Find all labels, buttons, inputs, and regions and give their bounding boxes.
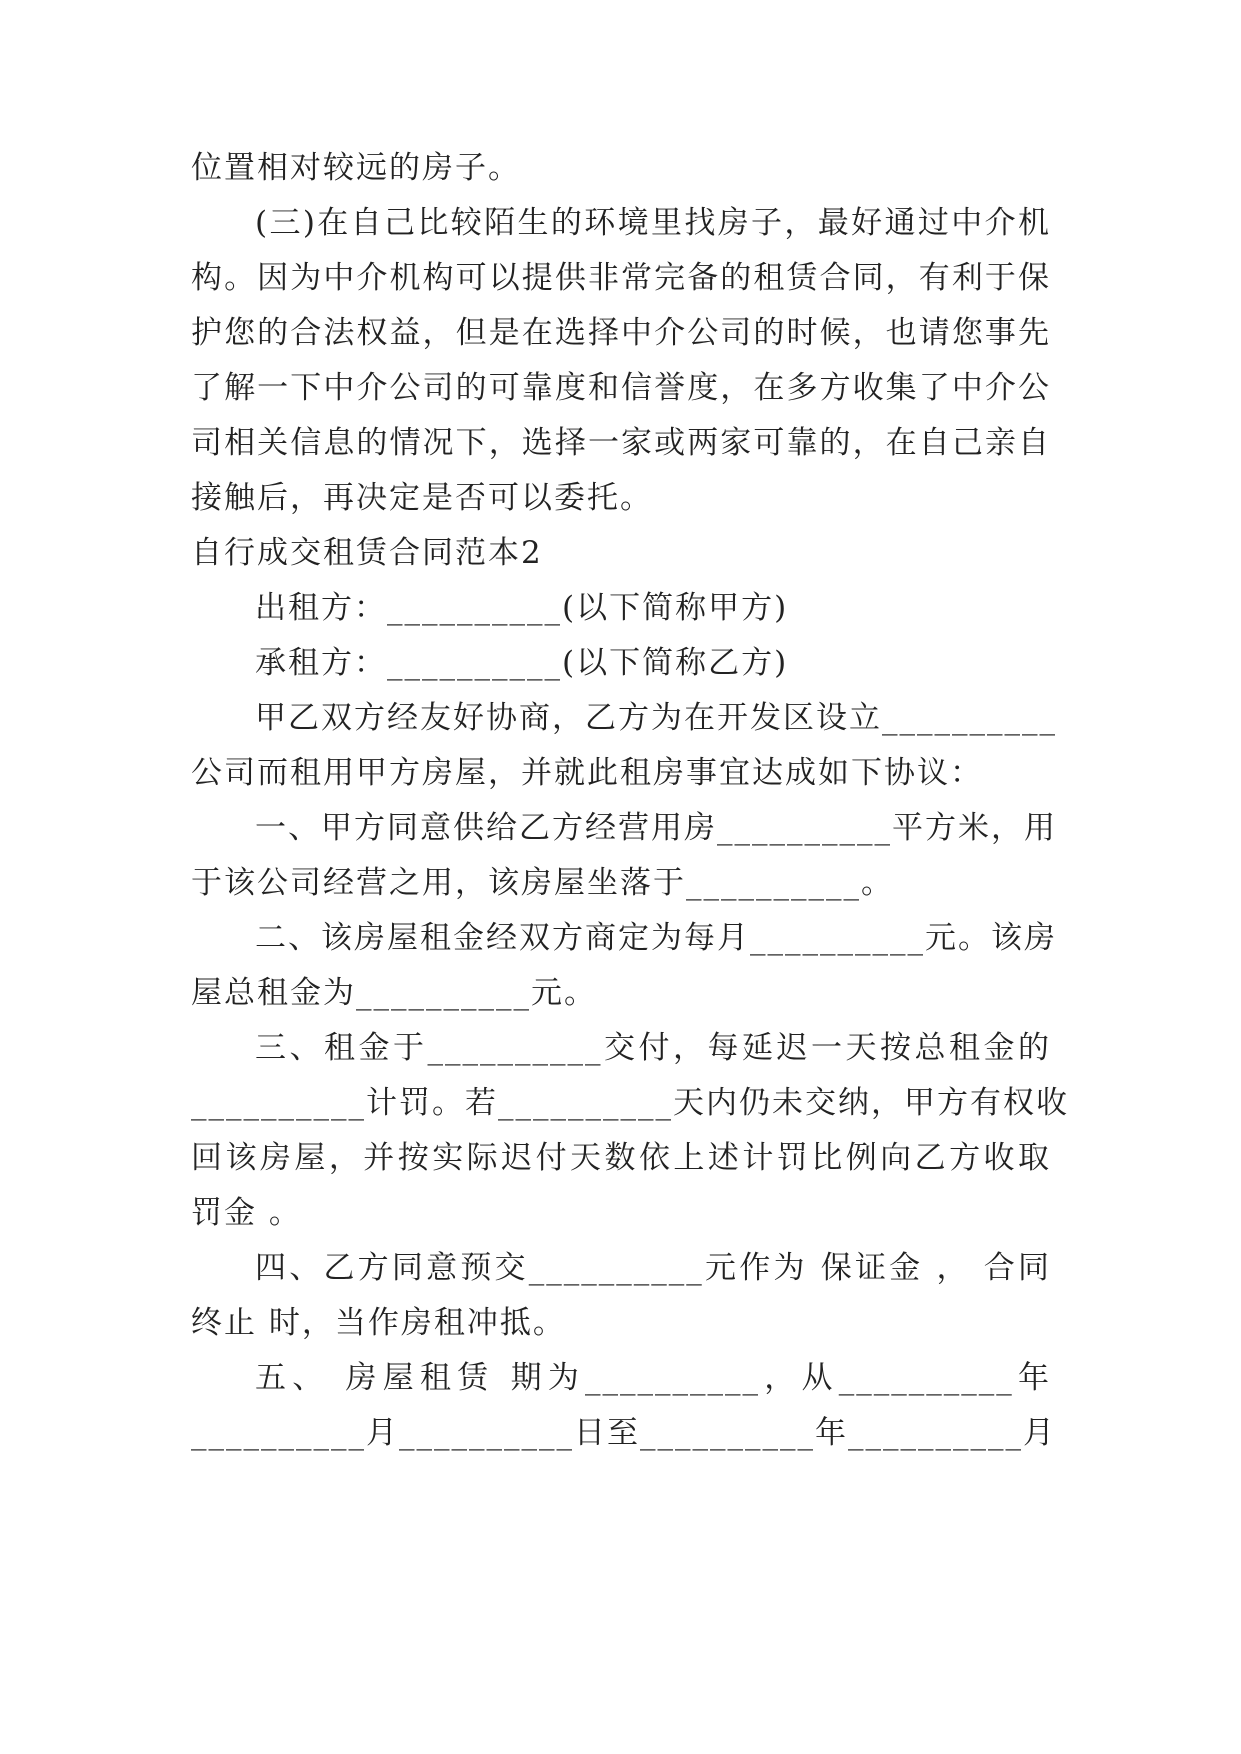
- clause-line: 一、甲方同意供给乙方经营用房__________平方米，用: [255, 810, 1057, 846]
- clause-line: 甲乙双方经友好协商，乙方为在开发区设立__________: [255, 700, 1057, 736]
- lessee-line: 承租方：__________(以下简称乙方): [255, 645, 789, 681]
- paragraph-line: (三)在自己比较陌生的环境里找房子，最好通过中介机: [255, 205, 1051, 241]
- paragraph-line: 接触后，再决定是否可以委托。: [191, 480, 653, 516]
- clause-line: 屋总租金为__________元。: [191, 975, 597, 1011]
- clause-line: 三、租金于__________交付，每延迟一天按总租金的: [255, 1030, 1051, 1066]
- clause-line: 于该公司经营之用，该房屋坐落于__________。: [191, 865, 894, 901]
- clause-line: 四、乙方同意预交__________元作为 保证金 ， 合同: [255, 1250, 1051, 1286]
- paragraph-line: 护您的合法权益，但是在选择中介公司的时候，也请您事先: [191, 315, 1051, 351]
- paragraph-line: 司相关信息的情况下，选择一家或两家可靠的，在自己亲自: [191, 425, 1051, 461]
- clause-line: 二、该房屋租金经双方商定为每月__________元。该房: [255, 920, 1057, 956]
- clause-line: 回该房屋，并按实际迟付天数依上述计罚比例向乙方收取: [191, 1140, 1051, 1176]
- paragraph-line: 构。因为中介机构可以提供非常完备的租赁合同，有利于保: [191, 260, 1051, 296]
- lessor-line: 出租方：__________(以下简称甲方): [255, 590, 789, 626]
- paragraph-line: 了解一下中介公司的可靠度和信誉度，在多方收集了中介公: [191, 370, 1051, 406]
- clause-line: 罚金 。: [191, 1195, 302, 1231]
- clause-line: __________计罚。若__________天内仍未交纳，甲方有权收: [191, 1085, 1069, 1121]
- clause-line: 公司而租用甲方房屋，并就此租房事宜达成如下协议：: [191, 755, 983, 791]
- clause-line: 五、 房屋租赁 期为__________，从__________年: [255, 1360, 1051, 1396]
- clause-line: 终止 时，当作房租冲抵。: [191, 1305, 566, 1341]
- section-heading: 自行成交租赁合同范本2: [191, 535, 543, 571]
- clause-line: __________月__________日至__________年__________月: [191, 1415, 1056, 1451]
- text-line: 位置相对较远的房子。: [191, 150, 521, 186]
